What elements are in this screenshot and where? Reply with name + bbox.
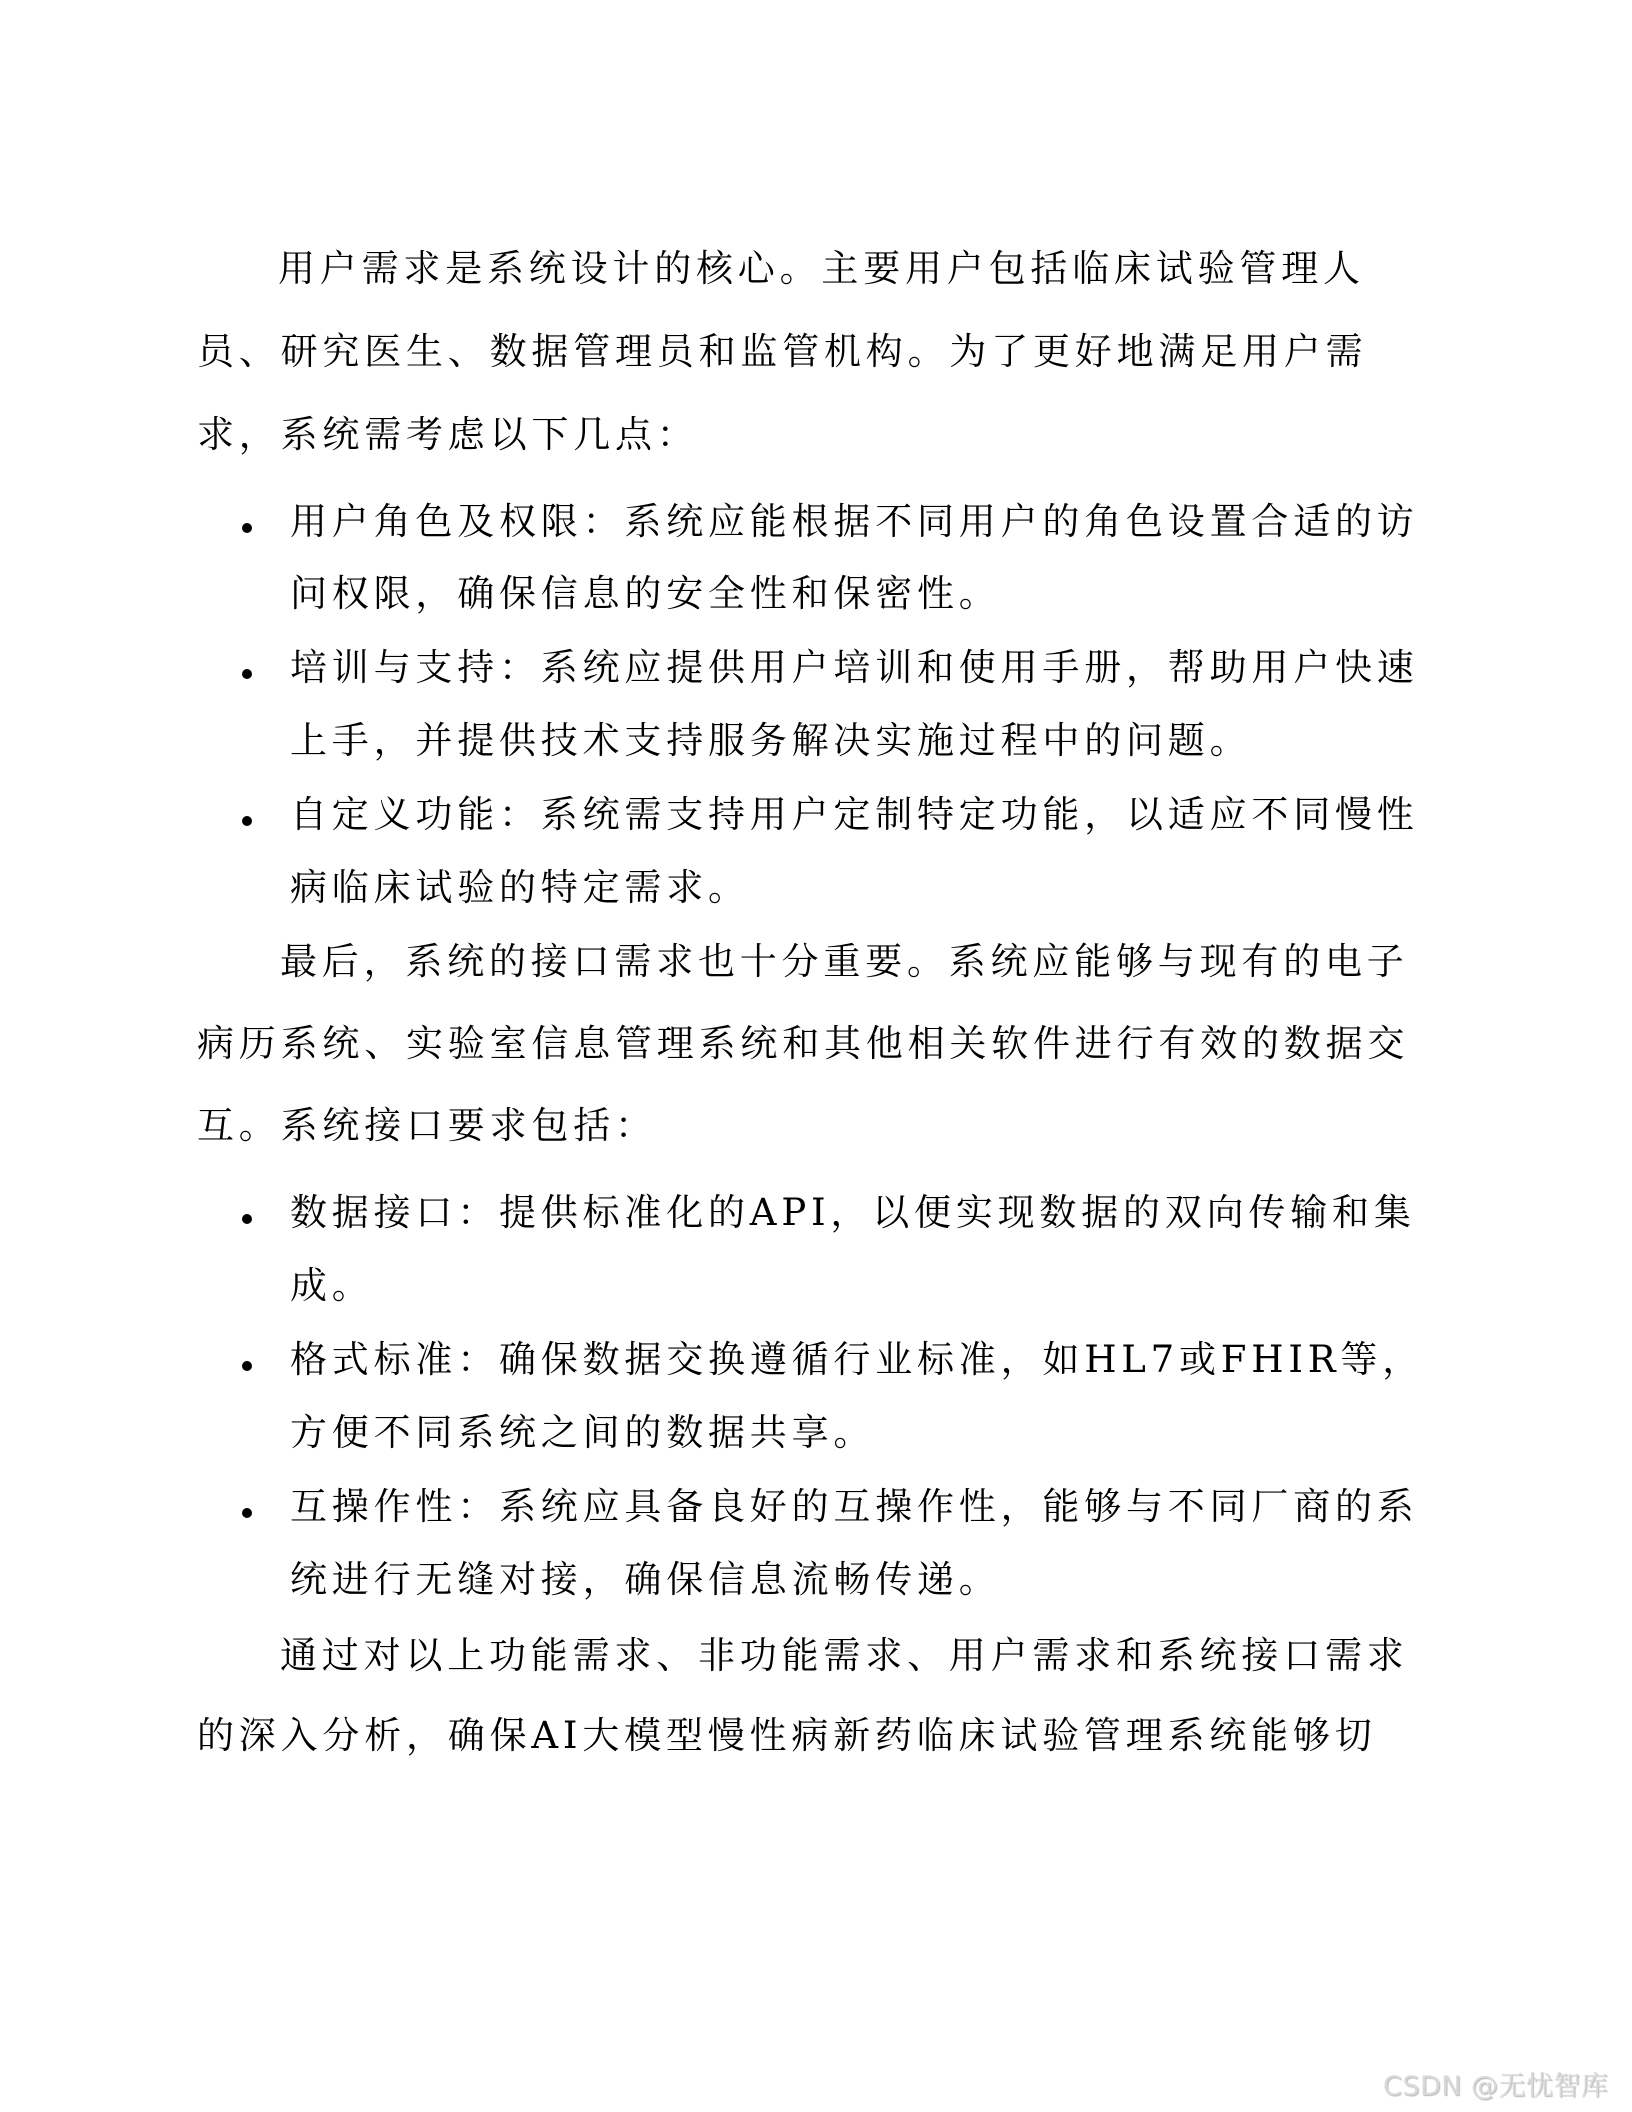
csdn-watermark: CSDN @无忧智库	[1383, 2071, 1609, 2102]
list-item-line: 自定义功能：系统需支持用户定制特定功能，以适应不同慢性	[290, 793, 1419, 836]
paragraph-line: 求，系统需考虑以下几点：	[197, 413, 699, 456]
bullet-icon	[242, 669, 252, 679]
paragraph-line: 最后，系统的接口需求也十分重要。系统应能够与现有的电子	[280, 940, 1409, 983]
list-item-line: 上手，并提供技术支持服务解决实施过程中的问题。	[290, 719, 1252, 762]
list-item-line: 成。	[290, 1264, 374, 1307]
bullet-icon	[242, 816, 252, 826]
list-item-line: 问权限，确保信息的安全性和保密性。	[290, 572, 1001, 615]
list-item-line: 病临床试验的特定需求。	[290, 866, 750, 909]
bullet-icon	[242, 1214, 252, 1224]
paragraph-line: 的深入分析，确保AI大模型慢性病新药临床试验管理系统能够切	[197, 1714, 1377, 1757]
list-item-line: 数据接口：提供标准化的API，以便实现数据的双向传输和集	[290, 1191, 1416, 1234]
list-item-line: 统进行无缝对接，确保信息流畅传递。	[290, 1558, 1001, 1601]
paragraph-line: 互。系统接口要求包括：	[197, 1104, 657, 1147]
bullet-icon	[242, 1508, 252, 1518]
paragraph-line: 病历系统、实验室信息管理系统和其他相关软件进行有效的数据交	[197, 1022, 1410, 1065]
list-item-line: 培训与支持：系统应提供用户培训和使用手册，帮助用户快速	[290, 646, 1419, 689]
bullet-icon	[242, 523, 252, 533]
bullet-icon	[242, 1361, 252, 1371]
paragraph-line: 用户需求是系统设计的核心。主要用户包括临床试验管理人	[278, 247, 1365, 290]
list-item-line: 用户角色及权限：系统应能根据不同用户的角色设置合适的访	[290, 500, 1419, 543]
paragraph-line: 通过对以上功能需求、非功能需求、用户需求和系统接口需求	[280, 1634, 1409, 1677]
paragraph-line: 员、研究医生、数据管理员和监管机构。为了更好地满足用户需	[197, 330, 1368, 373]
list-item-line: 格式标准：确保数据交换遵循行业标准，如HL7或FHIR等，	[290, 1338, 1424, 1381]
list-item-line: 互操作性：系统应具备良好的互操作性，能够与不同厂商的系	[290, 1485, 1419, 1528]
list-item-line: 方便不同系统之间的数据共享。	[290, 1411, 876, 1454]
